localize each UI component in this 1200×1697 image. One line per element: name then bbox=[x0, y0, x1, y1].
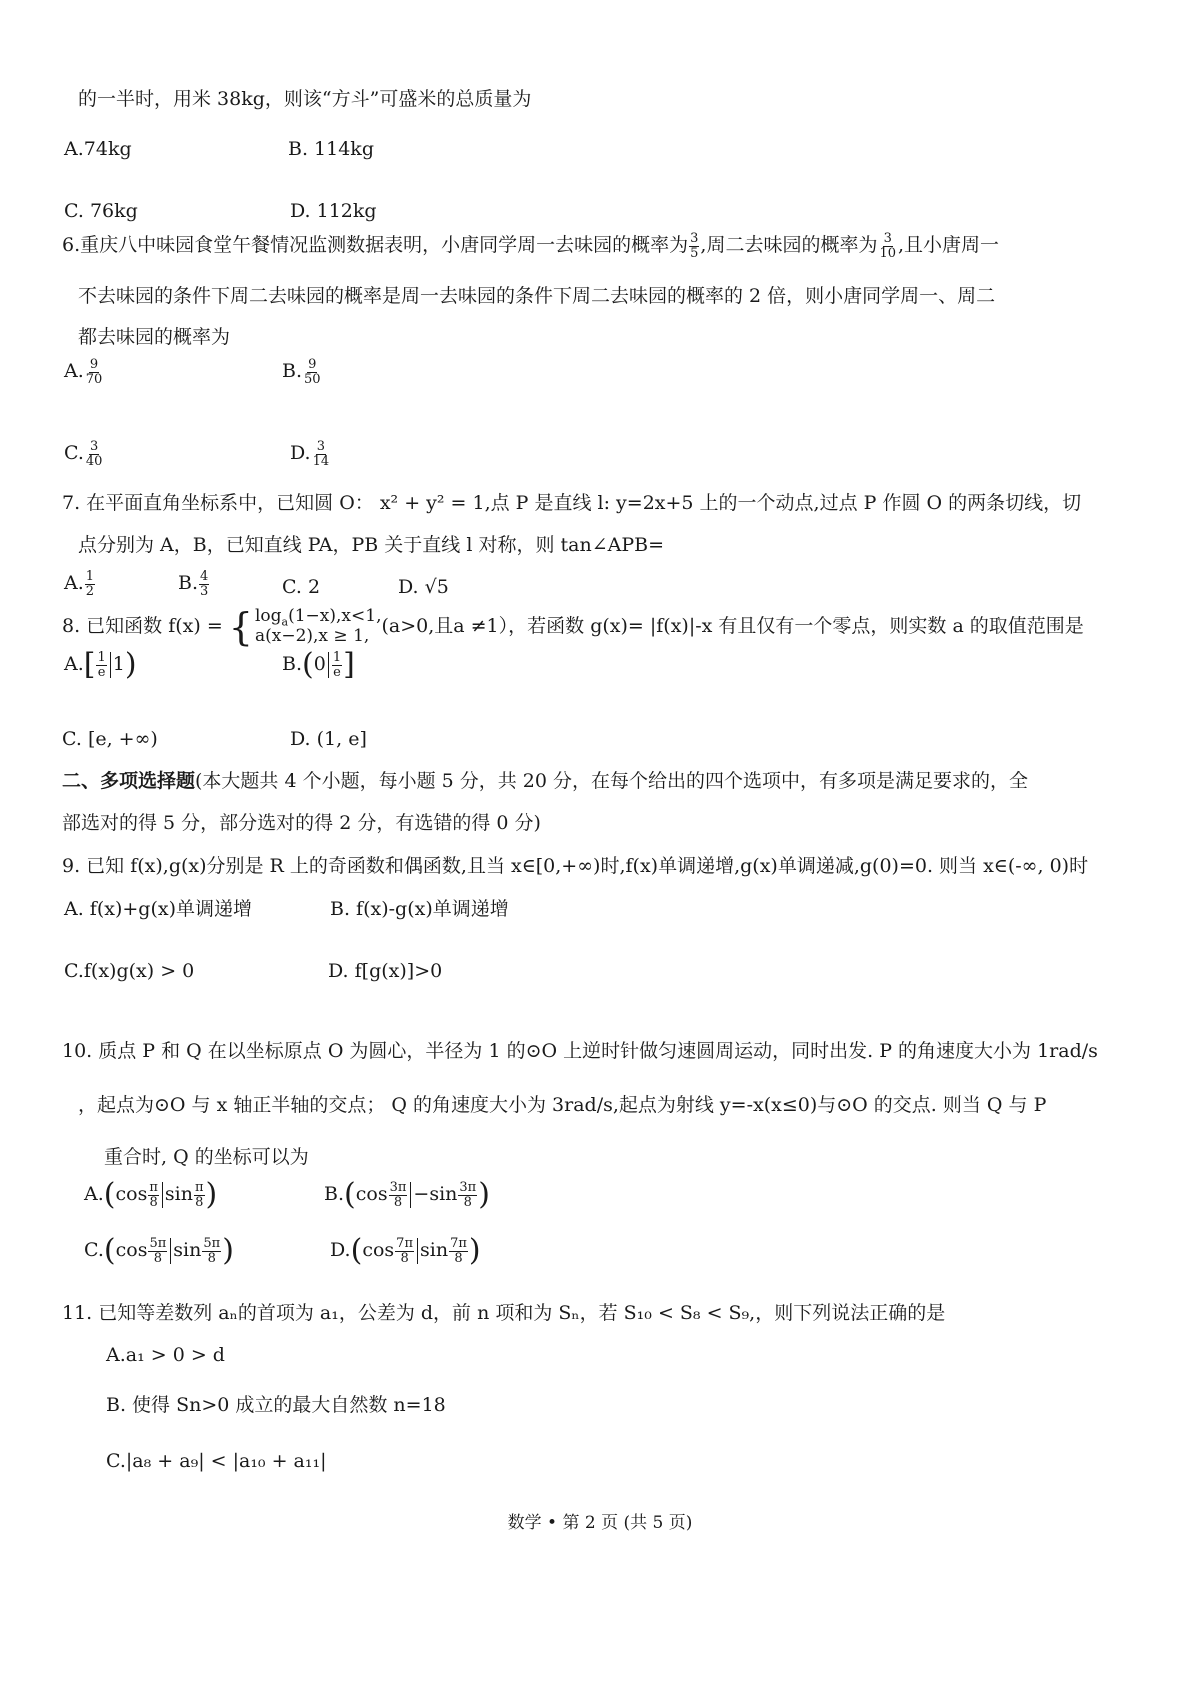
fraction: $\frac{3}{5}$ bbox=[690, 231, 699, 261]
q9-option-c: C.f(x)g(x) > 0 bbox=[64, 960, 195, 982]
q9-option-a: A. f(x)+g(x)单调递增 bbox=[64, 898, 252, 920]
section2-title: 二、多项选择题 bbox=[62, 770, 196, 792]
page-footer: 数学 • 第 2 页 (共 5 页) bbox=[507, 1513, 693, 1533]
q8-option-b: B.(0 $\frac{1}{e}$ ] bbox=[282, 647, 355, 682]
q10-stem-line2: ，起点为⊙O 与 x 轴正半轴的交点； Q 的角速度大小为 3rad/s,起点为射线 y=-x(x≤0)与⊙O 的交点. 则当 Q 与 P bbox=[78, 1094, 1047, 1116]
q9-option-d: D. f[g(x)]>0 bbox=[328, 960, 443, 982]
q8-option-a: A.[ $\frac{1}{e}$ 1) bbox=[64, 647, 137, 682]
q6-option-b: B. $\frac{9}{50}$ bbox=[282, 357, 321, 387]
fraction: $\frac{3}{10}$ bbox=[879, 231, 897, 261]
section2-header-line1: 二、多项选择题(本大题共 4 个小题，每小题 5 分，共 20 分，在每个给出的四个选项中，有多项是满足要求的，全 bbox=[62, 770, 1029, 792]
q10-option-d: D.(cos $\frac{7\pi}{8}$ sin $\frac{7\pi}{8}$ ) bbox=[330, 1233, 481, 1268]
q7-option-a: A. $\frac{1}{2}$ bbox=[64, 569, 95, 599]
q7-option-b: B. $\frac{4}{3}$ bbox=[178, 569, 209, 599]
q5-option-a: A.74kg bbox=[64, 138, 132, 160]
q7-stem-line2: 点分别为 A，B，已知直线 PA，PB 关于直线 l 对称，则 tan∠APB= bbox=[78, 534, 665, 556]
q5-option-c: C. 76kg bbox=[64, 200, 138, 222]
q7-stem-line1: 7. 在平面直角坐标系中，已知圆 O： x² + y² = 1,点 P 是直线 l: y=2x+5 上的一个动点,过点 P 作圆 O 的两条切线，切 bbox=[62, 492, 1082, 514]
q8-stem: 8. 已知函数 f(x) = { $\log_a(1-x),x<1$, a(x−2),x ≥ 1, (a>0,且a ≠1），若函数 g(x)= |f(x)|-x 有且仅有一个零点，则实数 a 的取值范围是 bbox=[62, 605, 1084, 649]
q11-stem: 11. 已知等差数列 aₙ的首项为 a₁，公差为 d，前 n 项和为 Sₙ，若 S₁₀ < S₈ < S₉,，则下列说法正确的是 bbox=[62, 1302, 946, 1324]
q9-stem: 9. 已知 f(x),g(x)分别是 R 上的奇函数和偶函数,且当 x∈[0,+∞)时,f(x)单调递增,g(x)单调递减,g(0)=0. 则当 x∈(-∞, 0)时 bbox=[62, 855, 1089, 877]
q8-option-c: C. [e, +∞) bbox=[62, 728, 158, 750]
q11-option-c: C.|a₈ + a₉| < |a₁₀ + a₁₁| bbox=[106, 1450, 327, 1472]
q6-stem-line2: 不去味园的条件下周二去味园的概率是周一去味园的条件下周二去味园的概率的 2 倍，则小唐同学周一、周二 bbox=[78, 285, 996, 307]
q6-stem-line3: 都去味园的概率为 bbox=[78, 326, 231, 348]
q9-option-b: B. f(x)-g(x)单调递增 bbox=[330, 898, 509, 920]
q6-option-d: D. $\frac{3}{14}$ bbox=[290, 439, 330, 469]
q11-option-b: B. 使得 Sn>0 成立的最大自然数 n=18 bbox=[106, 1394, 446, 1416]
q11-option-a: A.a₁ > 0 > d bbox=[106, 1344, 225, 1366]
q10-option-c: C.(cos $\frac{5\pi}{8}$ sin $\frac{5\pi}{8}$ ) bbox=[84, 1233, 234, 1268]
q6-option-a: A. $\frac{9}{70}$ bbox=[64, 357, 103, 387]
section2-header-line2: 部选对的得 5 分，部分选对的得 2 分，有选错的得 0 分) bbox=[62, 812, 541, 834]
q10-option-a: A.(cos $\frac{\pi}{8}$ sin $\frac{\pi}{8}$ ) bbox=[84, 1177, 218, 1212]
q8-option-d: D. (1, e] bbox=[290, 728, 367, 750]
q7-option-d: D. √5 bbox=[398, 576, 449, 598]
q5-option-d: D. 112kg bbox=[290, 200, 377, 222]
q10-stem-line1: 10. 质点 P 和 Q 在以坐标原点 O 为圆心，半径为 1 的⊙O 上逆时针做匀速圆周运动，同时出发. P 的角速度大小为 1rad/s bbox=[62, 1040, 1098, 1062]
q10-stem-line3: 重合时, Q 的坐标可以为 bbox=[104, 1146, 309, 1168]
q5-stem: 的一半时，用米 38kg，则该“方斗”可盛米的总质量为 bbox=[78, 88, 532, 110]
q7-option-c: C. 2 bbox=[282, 576, 321, 598]
q10-option-b: B.(cos $\frac{3\pi}{8}$ −sin $\frac{3\pi}{8}$ ) bbox=[324, 1177, 490, 1212]
q6-stem-line1: 6.重庆八中味园食堂午餐情况监测数据表明，小唐同学周一去味园的概率为 $\frac{3}{5}$ ,周二去味园的概率为 $\frac{3}{10}$ ,且小唐周一 bbox=[62, 231, 1000, 261]
piecewise-function: { $\log_a(1-x),x<1$, a(x−2),x ≥ 1, bbox=[228, 605, 382, 649]
q6-option-c: C. $\frac{3}{40}$ bbox=[64, 439, 103, 469]
q5-option-b: B. 114kg bbox=[288, 138, 374, 160]
